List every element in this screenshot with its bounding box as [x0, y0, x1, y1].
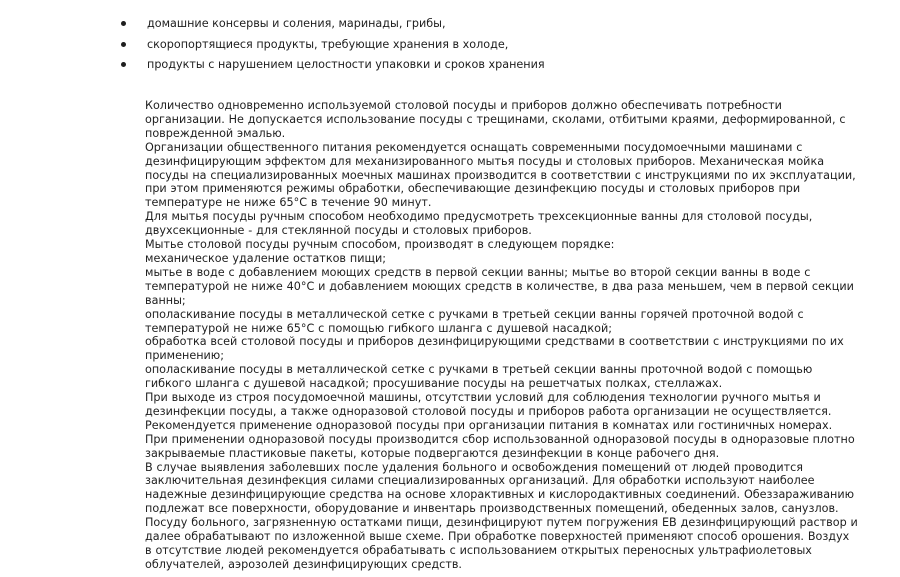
paragraph-dishware-quantity: Количество одновременно используемой столовой посуды и приборов должно обеспечивать потребности организации. Не допускается использование посуды с трещинами, сколами, отбитыми краями, деформированной, с поврежденной эмалью. [145, 99, 846, 140]
paragraph-step-disinfection: обработка всей столовой посуды и приборов дезинфицирующими средствами в соответствии с инструкциями по их применению; [145, 335, 844, 363]
paragraph-manual-washing-baths: Для мытья посуды ручным способом необходимо предусмотреть трехсекционные ванны для столовой посуды, двухсекционные - для стеклянной посуды и столовых приборов. [145, 210, 813, 238]
paragraph-disposable-recommendation: Рекомендуется применение одноразовой посуды при организации питания в комнатах или гостиничных номерах. [145, 418, 833, 432]
bullet-dot-icon [121, 42, 126, 47]
bullet-text: продукты с нарушением целостности упаковки и сроков хранения [147, 58, 545, 71]
bullet-dot-icon [121, 21, 126, 26]
paragraph-dishwashing-machines: Организации общественного питания рекомендуется оснащать современными посудомоечными машинами с дезинфицирующим эффектом для механизированного мытья посуды и столовых приборов. Механическая мойка посуды на специализированных моечных машинах производится в соответствии с инструкциями по их эксплуатации, при этом применяются режимы обработки, обеспечивающие дезинфекцию посуды и столовых приборов при температуре не ниже 65°С в течение 90 минут. [145, 140, 856, 210]
paragraph-step-food-removal: механическое удаление остатков пищи; [145, 251, 387, 265]
paragraph-washing-order: Мытье столовой посуды ручным способом, производят в следующем порядке: [145, 238, 615, 252]
paragraph-step-rinsing-drying: ополаскивание посуды в металлической сетке с ручками в третьей секции ванны проточной водой с помощью гибкого шланга с душевой насадкой; просушивание посуды на решетчатых полках, стеллажах. [145, 363, 813, 391]
paragraph-final-disinfection: В случае выявления заболевших после удаления больного и освобождения помещений от людей проводится заключительная дезинфекция силами специализированных организаций. Для обработки используют наиболее надежные дезинфицирующие средства на основе хлорактивных и кислородактивных соединений. Обеззараживанию подлежат все поверхности, оборудование и инвентарь производственных помещений, обеденных залов, санузлов. Посуду больного, загрязненную остатками пищи, дезинфицируют путем погружения ЕВ дезинфицирующий раствор и далее обрабатывают по изложенной выше схеме. При обработке поверхностей применяют способ орошения. Воздух в отсутствие людей рекомендуется обрабатывать с использованием открытых переносных ультрафиолетовых облучателей, аэрозолей дезинфицирующих средств. [145, 460, 858, 571]
paragraph-step-washing: мытье в воде с добавлением моющих средств в первой секции ванны; мытье во второй секции ванны в воде с температурой не ниже 40°С и добавлением моющих средств в количестве, в два раза меньшем, чем в первой секции ванны; [145, 265, 854, 307]
bullet-item [120, 55, 820, 76]
bullet-item [120, 35, 820, 56]
bullet-text: домашние консервы и соления, маринады, грибы, [147, 17, 446, 30]
bullet-item [120, 14, 820, 35]
paragraph-step-rinsing-hot: ополаскивание посуды в металлической сетке с ручками в третьей секции ванны горячей проточной водой с температурой не ниже 65°С с помощью гибкого шланга с душевой насадкой; [145, 307, 804, 335]
paragraph-disposable-collection: При применении одноразовой посуды производится сбор использованной одноразовой посуды в одноразовые плотно закрываемые пластиковые пакеты, которые подвергаются дезинфекции в конце рабочего дня. [145, 432, 855, 460]
bullet-text: скоропортящиеся продукты, требующие хранения в холоде, [147, 37, 509, 51]
bullet-list [120, 14, 820, 76]
body-text [145, 99, 885, 572]
paragraph-machine-failure: При выходе из строя посудомоечной машины, отсутствии условий для соблюдения технологии ручного мытья и дезинфекции посуды, а также одноразовой столовой посуды и приборов работа организации не осуществляется. [145, 391, 832, 418]
bullet-dot-icon [121, 62, 126, 67]
